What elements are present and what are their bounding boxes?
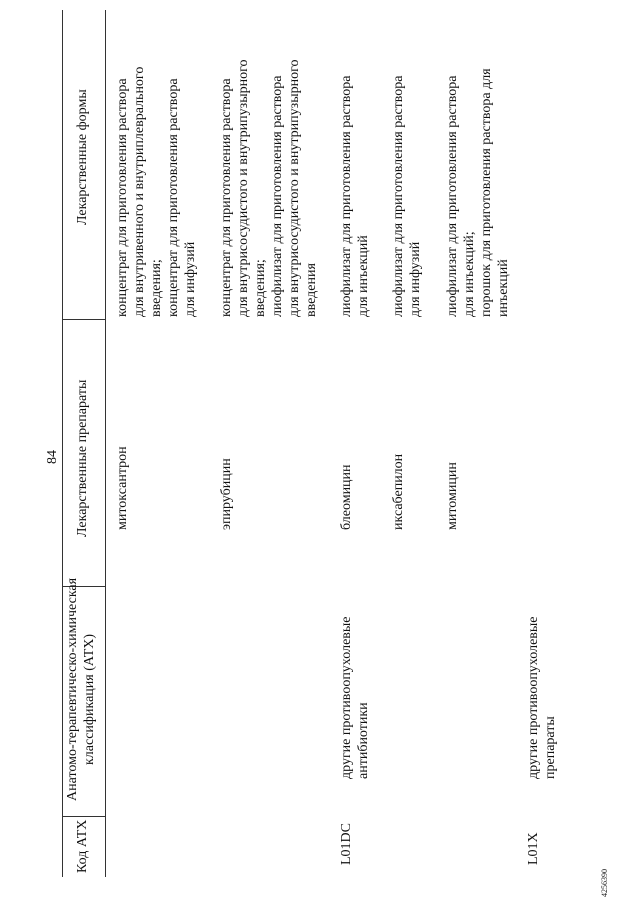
- preparation-cell: блеомицин: [339, 464, 354, 530]
- forms-line: для инфузий: [408, 241, 423, 317]
- atc-code-cell: L01X: [526, 832, 541, 865]
- classification-line: антибиотики: [356, 702, 371, 779]
- forms-line: введения;: [253, 259, 268, 317]
- page-number: 84: [45, 450, 60, 464]
- preparation-cell: эпирубицин: [219, 458, 234, 530]
- forms-line: для инъекций;: [462, 231, 477, 317]
- header-forms: Лекарственные формы: [75, 89, 90, 225]
- forms-line: введения: [304, 263, 319, 317]
- document-id: 4256390: [600, 869, 609, 897]
- preparation-cell: митомицин: [445, 462, 460, 530]
- header-classification-line1: Анатомо-терапевтическо-химическая: [65, 577, 80, 801]
- preparation-cell: митоксантрон: [115, 446, 130, 530]
- forms-line: порошок для приготовления раствора для: [479, 68, 494, 317]
- atc-code-cell: L01DC: [339, 823, 354, 865]
- header-classification-line2: классификация (АТХ): [82, 633, 97, 765]
- forms-line: концентрат для приготовления раствора: [219, 78, 234, 317]
- forms-line: введения;: [149, 259, 164, 317]
- table-top-border: [62, 10, 63, 877]
- forms-line: лиофилизат для приготовления раствора: [270, 75, 285, 317]
- forms-line: для внутрисосудистого и внутрипузырного: [287, 59, 302, 317]
- forms-line: концентрат для приготовления раствора: [166, 78, 181, 317]
- forms-line: концентрат для приготовления раствора: [115, 78, 130, 317]
- classification-line: другие противоопухолевые: [339, 616, 354, 779]
- header-preparations: Лекарственные препараты: [75, 379, 90, 537]
- forms-line: для внутривенного и внутриплеврального: [132, 66, 147, 317]
- forms-line: лиофилизат для приготовления раствора: [339, 75, 354, 317]
- forms-line: лиофилизат для приготовления раствора: [391, 75, 406, 317]
- classification-line: другие противоопухолевые: [526, 616, 541, 779]
- forms-line: для инъекций: [356, 235, 371, 317]
- preparation-cell: иксабепилон: [391, 453, 406, 530]
- table-header-separator: [105, 10, 106, 877]
- forms-line: лиофилизат для приготовления раствора: [445, 75, 460, 317]
- forms-line: для инфузий: [183, 241, 198, 317]
- col-divider-3: [62, 319, 105, 320]
- col-divider-1: [62, 816, 105, 817]
- forms-line: инъекций: [496, 259, 511, 317]
- forms-line: для внутрисосудистого и внутрипузырного: [236, 59, 251, 317]
- classification-line: препараты: [543, 716, 558, 779]
- header-code: Код АТХ: [75, 819, 90, 873]
